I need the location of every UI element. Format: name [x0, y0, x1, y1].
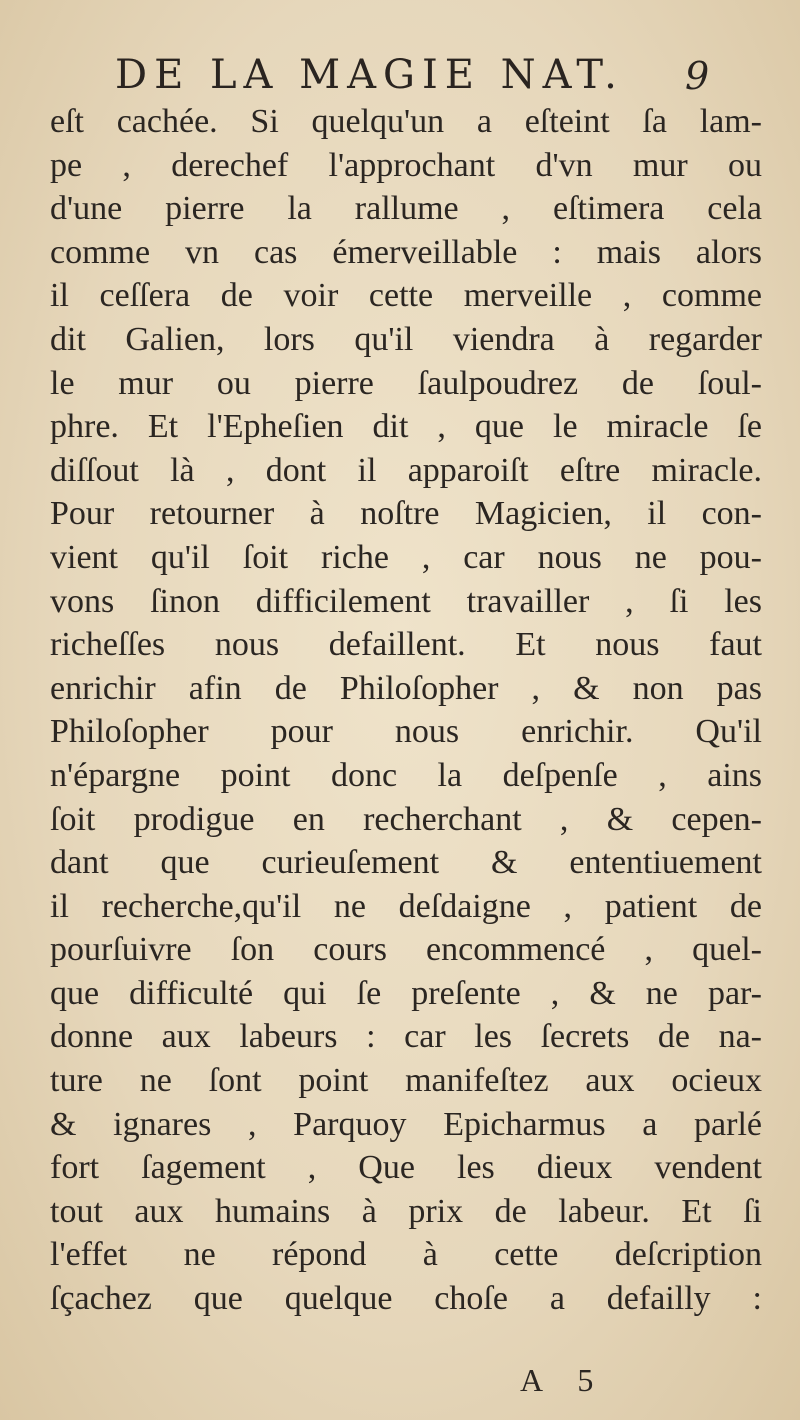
text-line: il ceſſera de voir cette merveille , comme — [50, 277, 762, 315]
text-line: dit Galien, lors qu'il viendra à regarder — [50, 320, 762, 358]
text-line: eſt cachée. Si quelqu'un a eſteint ſa lam- — [50, 103, 762, 140]
text-line: tout aux humains à prix de labeur. Et ſi — [50, 1192, 762, 1230]
text-line: enrichir afin de Philoſopher , & non pas — [50, 669, 762, 707]
text-line: comme vn cas émerveillable : mais alors — [50, 233, 762, 271]
text-line: dant que curieuſement & ententiuement — [50, 844, 762, 882]
text-line: ſçachez que quelque choſe a defailly : — [50, 1280, 762, 1318]
body-text — [50, 100, 765, 1321]
text-line: ture ne ſont point manifeſtez aux ocieux — [50, 1062, 762, 1100]
page-number: 9 — [685, 54, 710, 98]
text-line: vons ſinon difficilement travailler , ſi les — [50, 582, 762, 620]
text-line: pourſuivre ſon cours encommencé , quel- — [50, 931, 762, 969]
text-line: d'une pierre la rallume , eſtimera cela — [50, 190, 762, 228]
text-line: que difficulté qui ſe preſente , & ne par- — [50, 974, 762, 1012]
running-title: DE LA MAGIE NAT. — [115, 52, 624, 98]
text-line: n'épargne point donc la deſpenſe , ains — [50, 756, 762, 794]
text-line: diſſout là , dont il apparoiſt eſtre miracle. — [50, 451, 762, 489]
text-line: ſoit prodigue en recherchant , & cepen- — [50, 800, 762, 838]
text-line: fort ſagement , Que les dieux vendent — [50, 1149, 762, 1187]
text-line: donne aux labeurs : car les ſecrets de na- — [50, 1018, 762, 1056]
text-line: vient qu'il ſoit riche , car nous ne pou- — [50, 538, 762, 576]
text-line: Philoſopher pour nous enrichir. Qu'il — [50, 713, 762, 751]
text-line: l'effet ne répond à cette deſcription — [50, 1236, 762, 1274]
text-line: il recherche,qu'il ne deſdaigne , patient de — [50, 887, 762, 925]
text-line: le mur ou pierre ſaulpoudrez de ſoul- — [50, 364, 762, 402]
text-line: phre. Et l'Epheſien dit , que le miracle ſe — [50, 408, 762, 446]
text-line: & ignares , Parquoy Epicharmus a parlé — [50, 1105, 762, 1143]
signature-mark: A 5 — [520, 1362, 608, 1398]
text-line: richeſſes nous defaillent. Et nous faut — [50, 626, 762, 664]
text-line: Pour retourner à noſtre Magicien, il con- — [50, 495, 762, 533]
text-line: pe , derechef l'approchant d'vn mur ou — [50, 146, 762, 184]
